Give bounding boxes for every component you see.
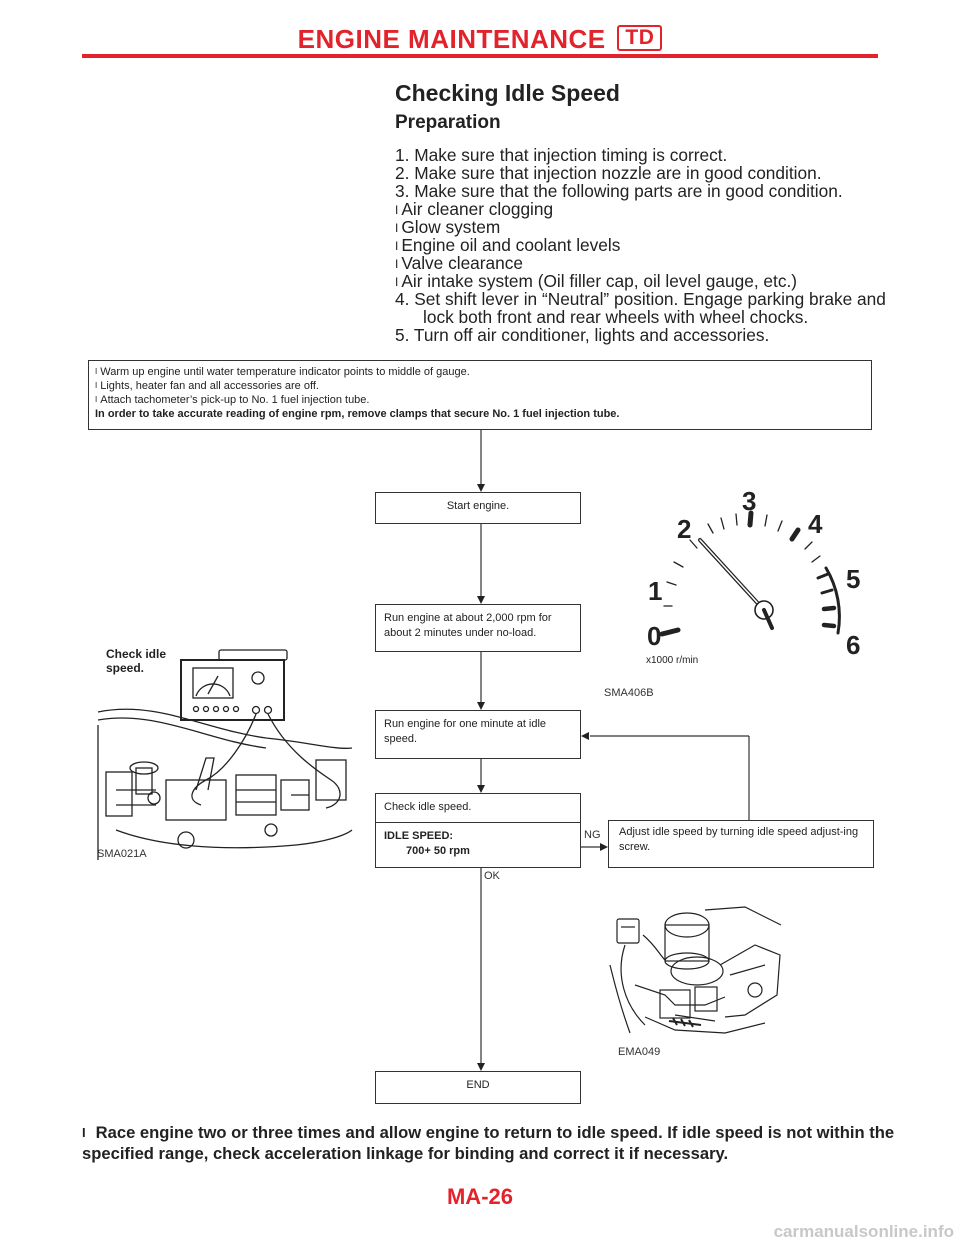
bullet-mark: I xyxy=(82,1125,86,1140)
tacho-number: 0 xyxy=(647,621,662,651)
bullet-mark: I xyxy=(395,221,399,235)
flow-end-box xyxy=(375,1071,581,1104)
top-box-bold-line: In order to take accurate reading of engine rpm, remove clamps that secure No. 1 fuel injection tube. xyxy=(95,408,620,420)
tacho-unit: x1000 r/min xyxy=(646,655,699,666)
bullet-mark: I xyxy=(395,203,399,217)
prep-bullet-text: Air cleaner clogging xyxy=(401,199,554,219)
pump-caption: EMA049 xyxy=(618,1046,661,1058)
prep-step-4-cont: lock both front and rear wheels with wheel chocks. xyxy=(423,307,809,327)
top-box-line-text: Attach tachometer’s pick-up to No. 1 fuel injection tube. xyxy=(100,394,370,406)
prep-bullet-text: Engine oil and coolant levels xyxy=(401,235,621,255)
flow-run-idle-box xyxy=(375,710,581,759)
prep-bullet-text: Valve clearance xyxy=(401,253,524,273)
bullet-mark: I xyxy=(95,367,98,376)
flow-adjust-text: Adjust idle speed by turning idle speed adjust-ing screw. xyxy=(619,826,859,853)
bottom-note-text: Race engine two or three times and allow engine to return to idle speed. If idle speed is not within the specified range, check acceleration linkage for binding and correct it if necessary. xyxy=(82,1123,895,1163)
tacho-number: 6 xyxy=(846,630,861,660)
header-title-text: ENGINE MAINTENANCE xyxy=(297,24,606,54)
flow-adjust-box xyxy=(608,820,874,868)
flow-run-2000-box xyxy=(375,604,581,652)
bullet-mark: I xyxy=(95,381,98,390)
top-box-line-text: Warm up engine until water temperature indicator points to middle of gauge. xyxy=(100,366,470,378)
footer-watermark: carmanualsonline.info xyxy=(773,1222,954,1241)
prep-step-1: 1. Make sure that injection timing is correct. xyxy=(395,145,728,165)
prep-bullet-text: Glow system xyxy=(401,217,501,237)
tacho-number: 2 xyxy=(677,514,692,544)
tacho-caption: SMA406B xyxy=(604,687,654,699)
prep-step-5: 5. Turn off air conditioner, lights and accessories. xyxy=(395,325,770,345)
bottom-note xyxy=(82,1122,902,1164)
subsection-title: Preparation xyxy=(395,112,501,133)
engine-meter-figure xyxy=(96,630,354,862)
bullet-mark: I xyxy=(95,395,98,404)
bullet-mark: I xyxy=(395,257,399,271)
meter-caption: SMA021A xyxy=(97,848,147,860)
prep-step-3: 3. Make sure that the following parts are in good condition. xyxy=(395,181,843,201)
flow-spec-label: IDLE SPEED: xyxy=(384,830,454,842)
prep-bullet-text: Air intake system (Oil filler cap, oil level gauge, etc.) xyxy=(401,271,798,291)
tachometer-figure xyxy=(612,478,880,673)
bullet-mark: I xyxy=(395,275,399,289)
section-title: Checking Idle Speed xyxy=(395,80,620,106)
flow-start-box xyxy=(375,492,581,524)
tacho-number: 1 xyxy=(648,576,663,606)
tacho-number: 4 xyxy=(808,509,823,539)
meter-label-line2: speed. xyxy=(106,661,145,675)
flow-spec xyxy=(376,823,580,865)
flow-run-2000-text: Run engine at about 2,000 rpm for about 2 minutes under no-load. xyxy=(384,612,552,639)
tacho-number: 5 xyxy=(846,564,861,594)
tacho-number: 3 xyxy=(742,486,757,516)
header-badge: TD xyxy=(617,25,662,51)
flow-ok-label: OK xyxy=(484,870,500,882)
flow-end-text: END xyxy=(466,1079,490,1091)
flow-spec-value: 700+ 50 rpm xyxy=(406,845,470,857)
bullet-mark: I xyxy=(395,239,399,253)
prep-step-2: 2. Make sure that injection nozzle are in good condition. xyxy=(395,163,822,183)
meter-label-line1: Check idle xyxy=(106,647,167,661)
prep-step-4: 4. Set shift lever in “Neutral” position. Engage parking brake and xyxy=(395,289,886,309)
flow-run-idle-text: Run engine for one minute at idle speed. xyxy=(384,718,547,745)
flow-start-text: Start engine. xyxy=(446,500,510,512)
injection-pump-figure xyxy=(605,905,783,1040)
flow-check-box xyxy=(375,793,581,868)
flow-check-header: Check idle speed. xyxy=(376,794,580,823)
top-box-line-text: Lights, heater fan and all accessories are off. xyxy=(100,380,319,392)
page-number: MA-26 xyxy=(446,1184,513,1209)
flow-ng-label: NG xyxy=(584,829,601,841)
